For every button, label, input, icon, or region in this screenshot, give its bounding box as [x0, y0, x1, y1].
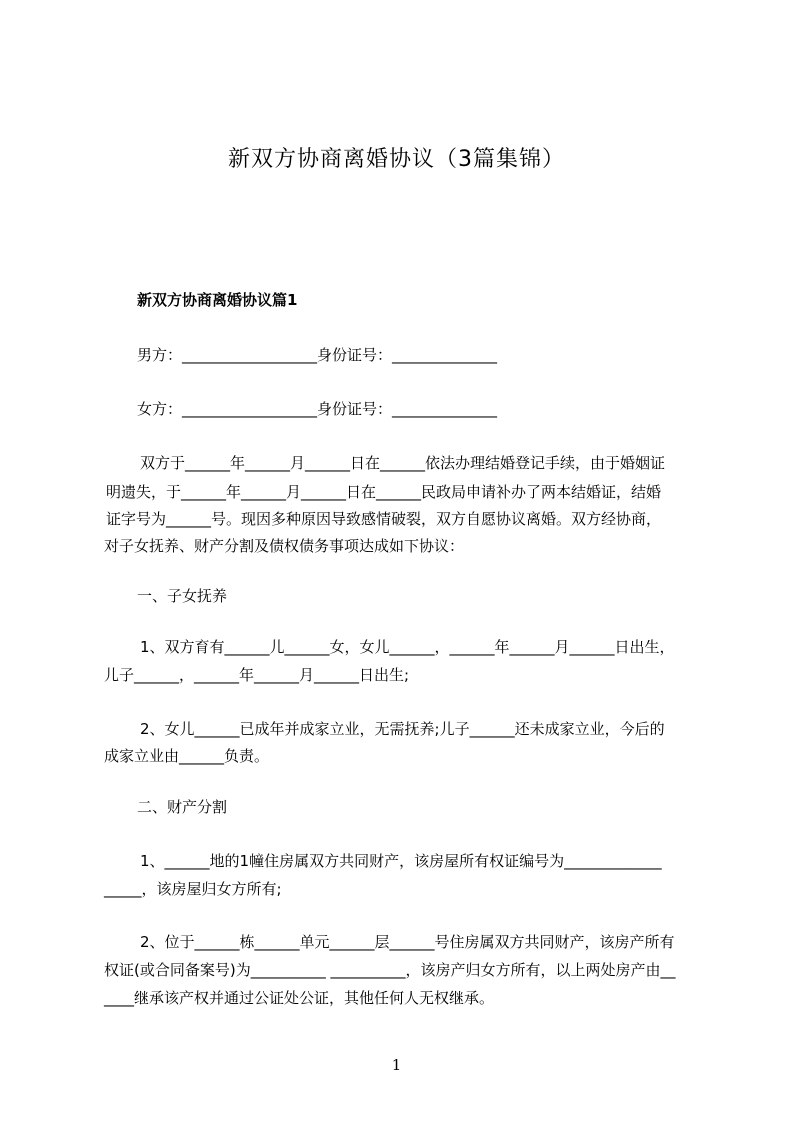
heading-child-support: 一、子女抚养 [137, 587, 228, 605]
intro-line: 双方于______年______月______日在______依法办理结婚登记手续，由于婚姻证 [140, 454, 666, 472]
section-title: 新双方协商离婚协议篇1 [137, 291, 298, 309]
male-info-line: 男方：__________________身份证号：______________ [137, 346, 498, 364]
intro-line: 对子女抚养、财产分割及债权债务事项达成如下协议： [104, 537, 465, 555]
property-clause-line: ____继承该产权并通过公证处公证，其他任何人无权继承。 [104, 989, 495, 1007]
intro-line: 证字号为______号。现因多种原因导致感情破裂，双方自愿协议离婚。双方经协商， [106, 510, 662, 528]
property-clause-line: 1、______地的1幢住房属双方共同财产，该房屋所有权证编号为_____________ [140, 852, 662, 870]
heading-property-division: 二、财产分割 [137, 798, 228, 816]
page-number: 1 [391, 1056, 402, 1074]
child-clause-line: 儿子______，______年______月______日出生; [104, 666, 410, 684]
child-clause-line: 2、女儿______已成年并成家立业，无需抚养;儿子______还未成家立业，今后的 [140, 720, 665, 738]
intro-line: 明遗失，于______年______月______日在______民政局申请补办了两本结婚证，结婚 [106, 483, 662, 501]
document-title: 新双方协商离婚协议（3篇集锦） [228, 147, 565, 172]
property-clause-line: 权证(或合同备案号)为__________ __________，该房产归女方所有，以上两处房产由__ [104, 961, 676, 979]
child-clause-line: 成家立业由______负责。 [104, 747, 270, 765]
child-clause-line: 1、双方育有______儿______女，女儿______，______年______月______日出生， [140, 638, 675, 656]
property-clause-line: _____，该房屋归女方所有; [104, 880, 282, 898]
female-info-line: 女方：__________________身份证号：______________ [137, 400, 498, 418]
property-clause-line: 2、位于______栋______单元______层______号住房属双方共同财产，该房产所有 [140, 933, 675, 951]
